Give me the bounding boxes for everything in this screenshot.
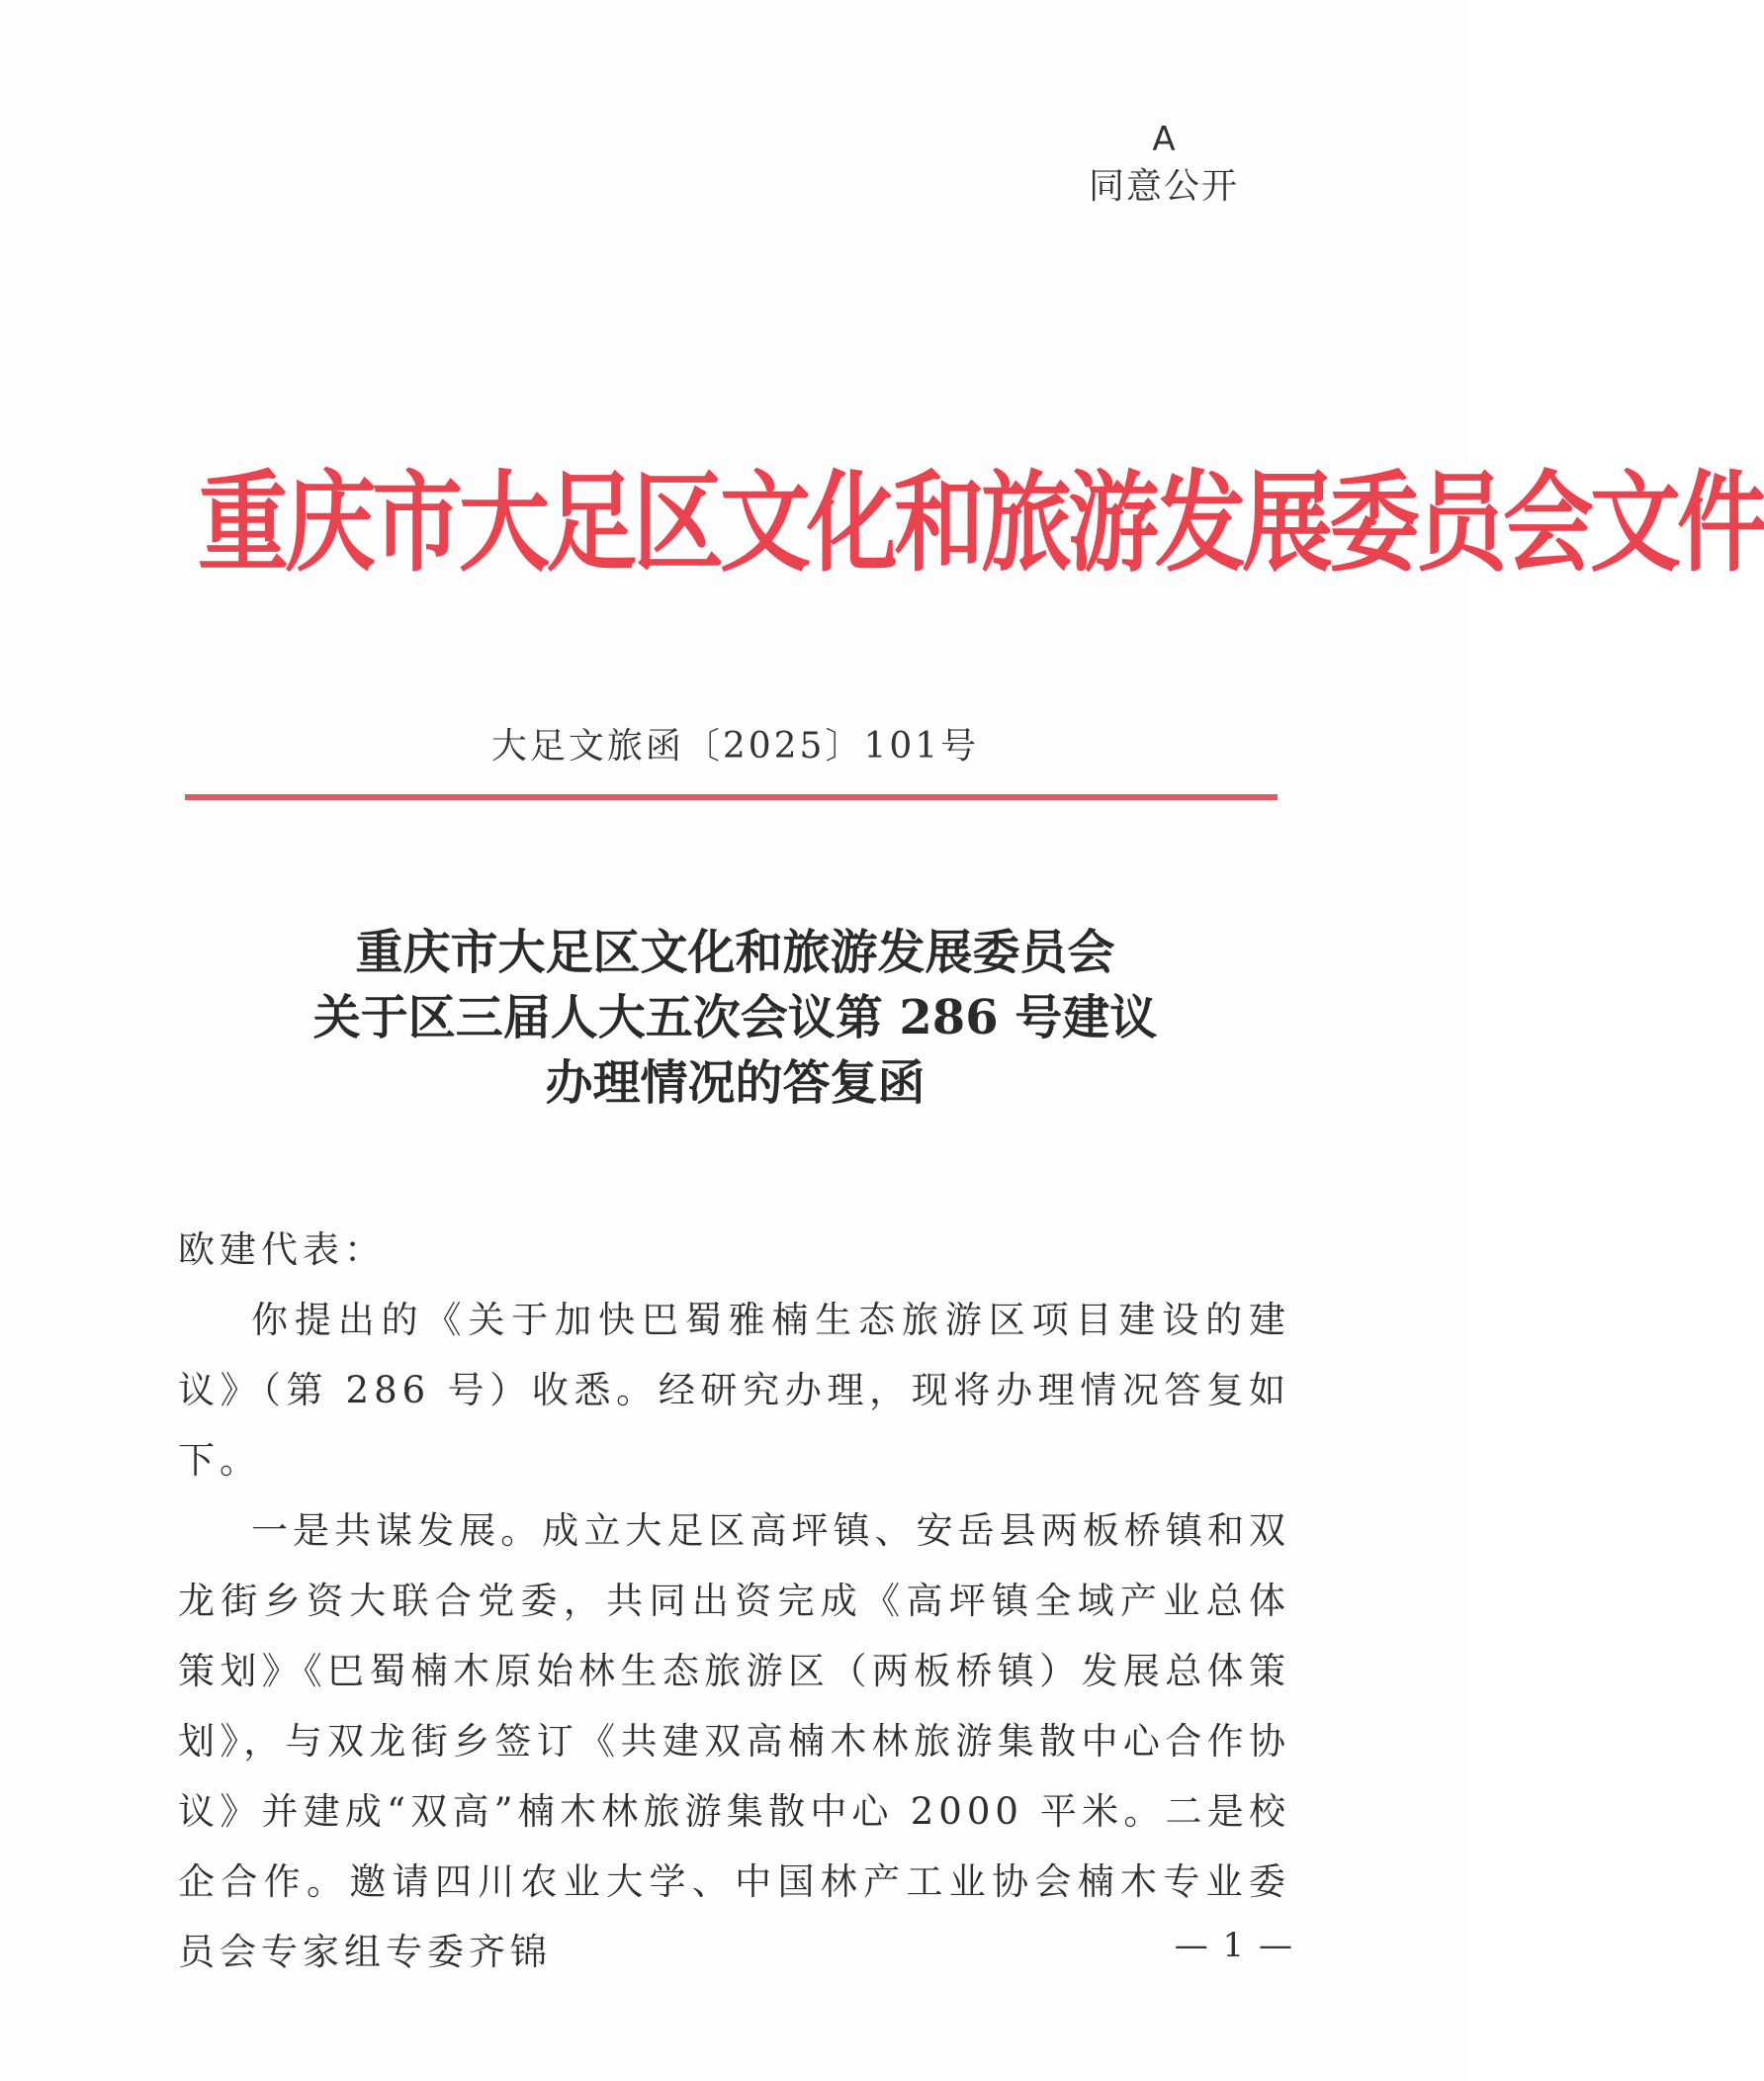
body-paragraph-1: 你提出的《关于加快巴蜀雅楠生态旅游区项目建设的建议》（第 286 号）收悉。经研究办理，现将办理情况答复如下。 bbox=[178, 1299, 1290, 1482]
salutation: 欧建代表： bbox=[178, 1228, 386, 1271]
document-title bbox=[0, 920, 1470, 1116]
openness-grade: A bbox=[1152, 120, 1176, 159]
body-paragraph-2: 一是共谋发展。成立大足区高坪镇、安岳县两板桥镇和双龙街乡资大联合党委，共同出资完成《高坪镇全域产业总体策划》《巴蜀楠木原始林生态旅游区（两板桥镇）发展总体策划》，与双龙街乡签订《共建双高楠木林旅游集散中心合作协议》并建成“双高”楠木林旅游集散中心 2000 平米。二是校企合作。邀请四川农业大学、中国林产工业协会楠木专业委员会专家组专委齐锦 bbox=[178, 1509, 1290, 1973]
title-line-2: 关于区三届人大五次会议第 286 号建议 bbox=[312, 990, 1158, 1045]
document-number: 大足文旅函〔2025〕101号 bbox=[490, 726, 980, 767]
title-line-1: 重庆市大足区文化和旅游发展委员会 bbox=[355, 925, 1115, 980]
red-header-title: 重庆市大足区文化和旅游发展委员会文件 bbox=[198, 460, 1764, 588]
red-divider-line bbox=[185, 794, 1278, 800]
openness-status: 同意公开 bbox=[1088, 166, 1239, 207]
openness-marking bbox=[1065, 117, 1263, 212]
page-number: — 1 — bbox=[1174, 1926, 1294, 1965]
title-line-3: 办理情况的答复函 bbox=[545, 1055, 926, 1111]
body-text bbox=[178, 1215, 1290, 1987]
